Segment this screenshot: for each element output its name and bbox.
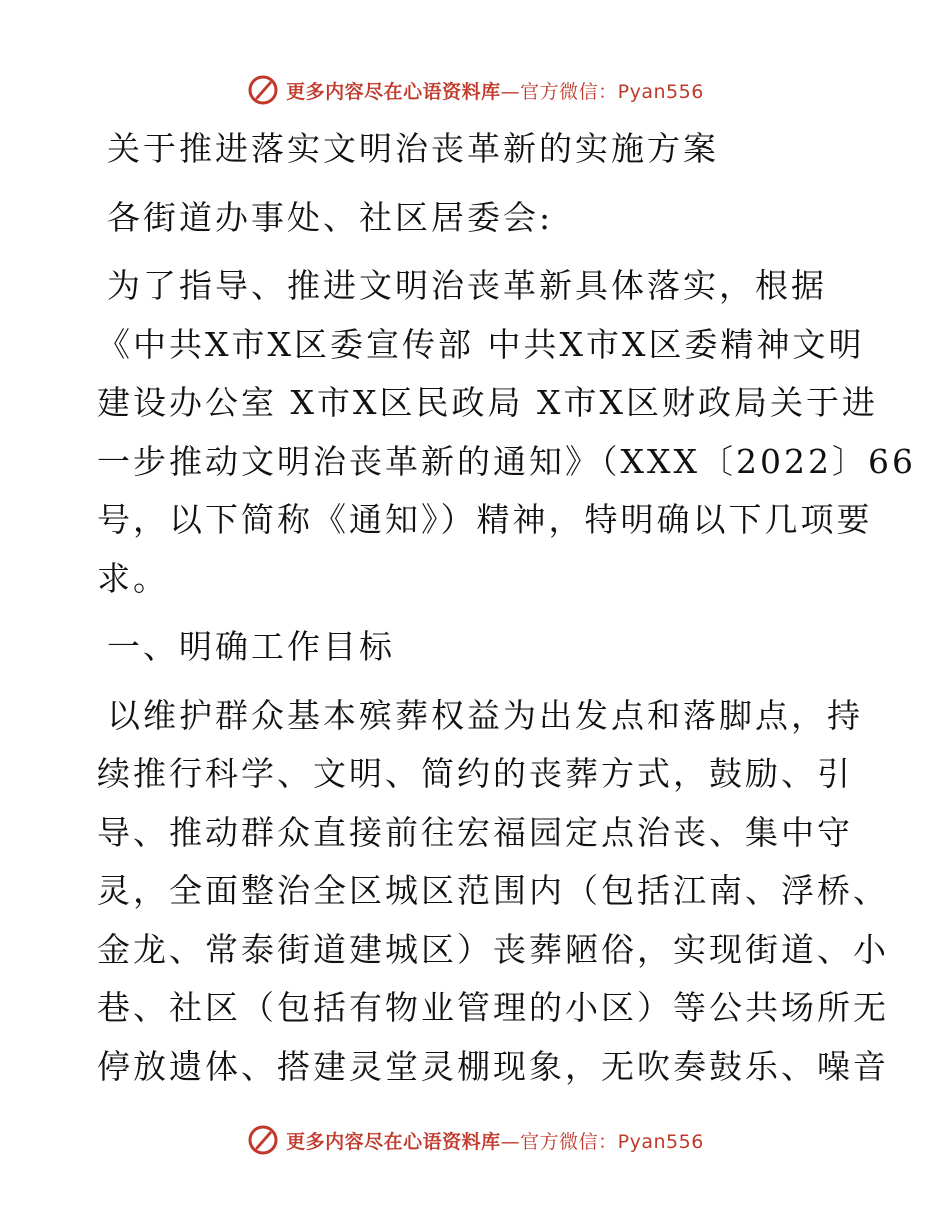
watermark-dash: — <box>500 1130 521 1153</box>
watermark-wechat-text: 官方微信：Pyan556 <box>520 80 704 103</box>
document-salutation: 各街道办事处、社区居委会: <box>107 197 554 237</box>
document-title: 关于推进落实文明治丧革新的实施方案 <box>107 129 719 168</box>
paragraph-line: 金龙、常泰街道建城区）丧葬陋俗，实现街道、小 <box>97 929 889 969</box>
watermark-banner-bottom <box>0 1120 950 1160</box>
watermark-site-text: 更多内容尽在心语资料库 <box>286 80 501 103</box>
section-heading: 一、明确工作目标 <box>107 627 395 666</box>
paragraph-line: 一步推动文明治丧革新的通知》（XXX〔2022〕66 <box>97 441 916 481</box>
paragraph-line: 以维护群众基本殡葬权益为出发点和落脚点，持 <box>107 695 863 735</box>
paragraph-line: 建设办公室 X市X区民政局 X市X区财政局关于进 <box>97 383 878 422</box>
section1-paragraph <box>97 687 889 1097</box>
watermark-site-text: 更多内容尽在心语资料库 <box>286 1130 501 1153</box>
watermark-wechat-text: 官方微信：Pyan556 <box>520 1130 704 1153</box>
paragraph-line: 灵，全面整治全区城区范围内（包括江南、浮桥、 <box>97 871 889 910</box>
paragraph-line: 为了指导、推进文明治丧革新具体落实，根据 <box>107 266 827 305</box>
intro-paragraph <box>97 257 916 608</box>
paragraph-line: 求。 <box>97 558 169 598</box>
paragraph-line: 巷、社区（包括有物业管理的小区）等公共场所无 <box>97 988 889 1027</box>
watermark-banner-top <box>0 70 950 110</box>
watermark-content <box>246 1123 704 1157</box>
paragraph-line: 停放遗体、搭建灵堂灵棚现象，无吹奏鼓乐、噪音 <box>97 1046 889 1086</box>
paragraph-line: 《中共X市X区委宣传部 中共X市X区委精神文明 <box>97 324 865 364</box>
watermark-dash: — <box>500 80 521 103</box>
watermark-text <box>286 1127 704 1154</box>
quill-circle-icon <box>246 73 280 107</box>
paragraph-line: 续推行科学、文明、简约的丧葬方式，鼓励、引 <box>97 754 853 793</box>
quill-circle-icon <box>246 1123 280 1157</box>
paragraph-line: 导、推动群众直接前往宏福园定点治丧、集中守 <box>97 812 853 852</box>
paragraph-line: 号，以下简称《通知》）精神，特明确以下几项要 <box>97 500 873 539</box>
watermark-text <box>286 77 704 104</box>
document-body <box>97 120 916 1096</box>
watermark-content <box>246 73 704 107</box>
